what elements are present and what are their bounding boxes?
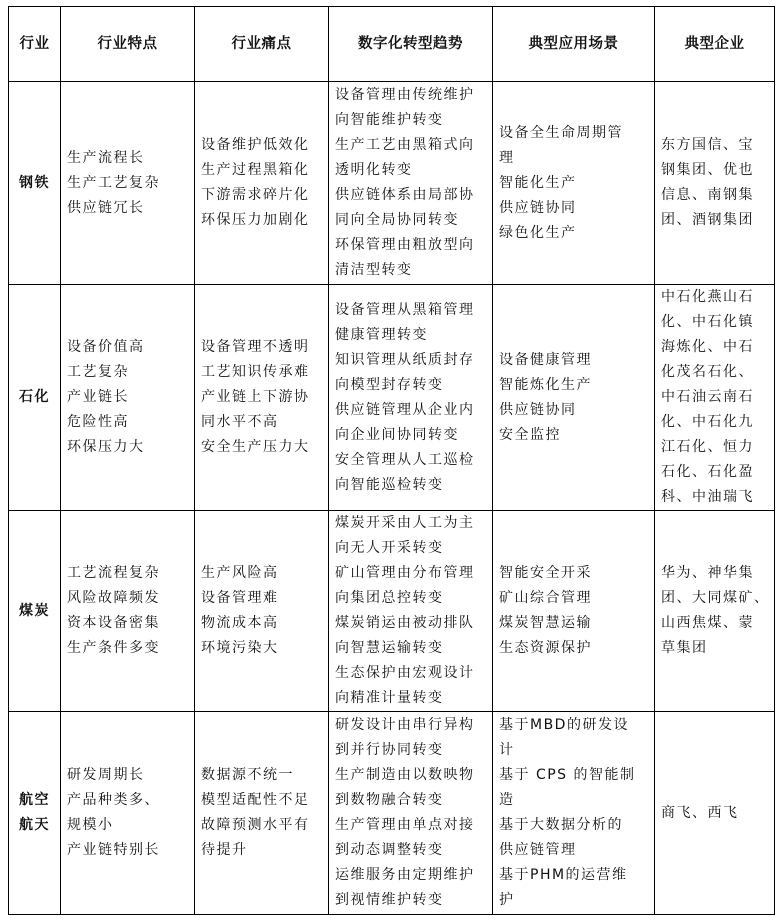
header-row xyxy=(9,7,775,82)
features-cell xyxy=(61,82,195,285)
cell-line: 故障预测水平有 xyxy=(201,817,310,833)
table-row xyxy=(9,511,775,712)
cell-line: 山西焦煤、蒙 xyxy=(661,615,754,631)
cell-line: 化、中石化镇 xyxy=(661,314,754,330)
cell-line: 煤炭销运由被动排队 xyxy=(335,615,475,631)
cell-line: 供应链管理 xyxy=(499,842,577,858)
cell-line: 东方国信、宝 xyxy=(661,137,754,153)
scenarios-cell xyxy=(493,511,655,712)
pains-cell xyxy=(195,285,329,511)
cell-line: 基于MBD的研发设 xyxy=(499,717,629,733)
industry-cell xyxy=(9,82,61,285)
cell-line: 到数物融合转变 xyxy=(335,792,444,808)
cell-line: 科、中油瑞飞 xyxy=(661,489,754,505)
pains-cell xyxy=(195,82,329,285)
features-cell xyxy=(61,285,195,511)
features-cell xyxy=(61,511,195,712)
companies-cell xyxy=(655,511,775,712)
cell-line: 基于PHM的运营维 xyxy=(499,867,628,883)
cell-line: 工艺流程复杂 xyxy=(67,565,160,581)
cell-line: 研发设计由串行异构 xyxy=(335,717,475,733)
cell-line: 生产条件多变 xyxy=(67,640,160,656)
cell-line: 中石油云南石 xyxy=(661,389,754,405)
cell-line: 环境污染大 xyxy=(201,640,279,656)
trends-cell xyxy=(329,712,493,915)
cell-line: 到视情维护转变 xyxy=(335,892,444,908)
cell-line: 生态资源保护 xyxy=(499,640,592,656)
cell-line: 数据源不统一 xyxy=(201,767,294,783)
cell-line: 生产制造由以数映物 xyxy=(335,767,475,783)
features-cell xyxy=(61,712,195,915)
cell-line: 生态保护由宏观设计 xyxy=(335,665,475,681)
header-trends: 数字化转型趋势 xyxy=(329,7,493,82)
trends-cell xyxy=(329,285,493,511)
cell-line: 向智能维护转变 xyxy=(335,112,444,128)
cell-line: 向精准计量转变 xyxy=(335,690,444,706)
trends-cell xyxy=(329,511,493,712)
cell-line: 生产流程长 xyxy=(67,149,145,166)
cell-line: 供应链体系由局部协 xyxy=(335,187,475,203)
cell-line: 钢铁 xyxy=(19,174,50,191)
header-features: 行业特点 xyxy=(61,7,195,82)
pains-cell xyxy=(195,712,329,915)
cell-line: 化茂名石化、 xyxy=(661,364,754,380)
companies-cell xyxy=(655,82,775,285)
cell-line: 护 xyxy=(499,892,515,908)
cell-line: 设备价值高 xyxy=(67,339,145,355)
cell-line: 环保压力加剧化 xyxy=(201,212,310,228)
cell-line: 规模小 xyxy=(67,817,114,833)
cell-line: 计 xyxy=(499,742,515,758)
cell-line: 煤炭开采由人工为主 xyxy=(335,515,475,531)
cell-line: 基于大数据分析的 xyxy=(499,817,623,833)
cell-line: 航天 xyxy=(19,817,50,833)
cell-line: 向模型封存转变 xyxy=(335,376,444,393)
cell-line: 基于 CPS 的智能制 xyxy=(499,767,636,783)
header-industry: 行业 xyxy=(9,7,61,82)
cell-line: 供应链协同 xyxy=(499,401,577,418)
cell-line: 研发周期长 xyxy=(67,767,145,783)
cell-line: 中石化燕山石 xyxy=(661,289,754,305)
cell-line: 矿山综合管理 xyxy=(499,590,592,606)
cell-line: 环保管理由粗放型向 xyxy=(335,237,475,253)
cell-line: 供应链协同 xyxy=(499,199,577,216)
cell-line: 物流成本高 xyxy=(201,615,279,631)
cell-line: 华为、神华集 xyxy=(661,565,754,581)
cell-line: 安全生产压力大 xyxy=(201,439,310,455)
cell-line: 到动态调整转变 xyxy=(335,842,444,858)
cell-line: 设备管理不透明 xyxy=(201,339,310,355)
cell-line: 知识管理从纸质封存 xyxy=(335,351,475,368)
cell-line: 供应链冗长 xyxy=(67,199,145,216)
cell-line: 透明化转变 xyxy=(335,162,413,178)
cell-line: 石化 xyxy=(19,389,50,405)
header-companies: 典型企业 xyxy=(655,7,775,82)
cell-line: 产业链长 xyxy=(67,389,129,405)
cell-line: 石化、石化盈 xyxy=(661,464,754,480)
scenarios-cell xyxy=(493,82,655,285)
cell-line: 智能炼化生产 xyxy=(499,376,592,393)
cell-line: 信息、南钢集 xyxy=(661,187,754,203)
table-row xyxy=(9,285,775,511)
industry-cell xyxy=(9,285,61,511)
cell-line: 煤炭 xyxy=(19,602,50,619)
cell-line: 绿色化生产 xyxy=(499,224,577,241)
cell-line: 待提升 xyxy=(201,842,248,858)
cell-line: 设备维护低效化 xyxy=(201,137,310,153)
header-scenarios: 典型应用场景 xyxy=(493,7,655,82)
cell-line: 供应链管理从企业内 xyxy=(335,401,475,418)
cell-line: 危险性高 xyxy=(67,414,129,430)
table-row xyxy=(9,712,775,915)
cell-line: 煤炭智慧运输 xyxy=(499,615,592,631)
cell-line: 运维服务由定期维护 xyxy=(335,867,475,883)
cell-line: 智能安全开采 xyxy=(499,565,592,581)
cell-line: 同水平不高 xyxy=(201,414,279,430)
cell-line: 向智能巡检转变 xyxy=(335,476,444,493)
cell-line: 设备管理由传统维护 xyxy=(335,87,475,103)
industry-cell xyxy=(9,712,61,915)
cell-line: 设备全生命周期管 xyxy=(499,124,623,141)
cell-line: 设备健康管理 xyxy=(499,351,592,368)
cell-line: 环保压力大 xyxy=(67,439,145,455)
cell-line: 工艺复杂 xyxy=(67,364,129,380)
cell-line: 设备管理难 xyxy=(201,590,279,606)
companies-cell xyxy=(655,712,775,915)
cell-line: 生产风险高 xyxy=(201,565,279,581)
scenarios-cell xyxy=(493,712,655,915)
cell-line: 风险故障频发 xyxy=(67,590,160,606)
cell-line: 清洁型转变 xyxy=(335,262,413,278)
cell-line: 健康管理转变 xyxy=(335,326,428,343)
cell-line: 向智慧运输转变 xyxy=(335,640,444,656)
cell-line: 模型适配性不足 xyxy=(201,792,310,808)
cell-line: 团、大同煤矿、 xyxy=(661,590,770,606)
cell-line: 生产工艺由黑箱式向 xyxy=(335,137,475,153)
cell-line: 海炼化、中石 xyxy=(661,339,754,355)
header-pains: 行业痛点 xyxy=(195,7,329,82)
cell-line: 航空 xyxy=(19,792,50,808)
table-row xyxy=(9,82,775,285)
cell-line: 生产工艺复杂 xyxy=(67,174,160,191)
industry-cell xyxy=(9,511,61,712)
cell-line: 理 xyxy=(499,149,515,166)
cell-line: 智能化生产 xyxy=(499,174,577,191)
scenarios-cell xyxy=(493,285,655,511)
cell-line: 产品种类多、 xyxy=(67,792,160,808)
cell-line: 下游需求碎片化 xyxy=(201,187,310,203)
cell-line: 矿山管理由分布管理 xyxy=(335,565,475,581)
cell-line: 草集团 xyxy=(661,640,708,656)
industry-table xyxy=(8,6,775,915)
cell-line: 生产过程黑箱化 xyxy=(201,162,310,178)
cell-line: 钢集团、优也 xyxy=(661,162,754,178)
cell-line: 到并行协同转变 xyxy=(335,742,444,758)
cell-line: 安全管理从人工巡检 xyxy=(335,451,475,468)
cell-line: 工艺知识传承难 xyxy=(201,364,310,380)
cell-line: 向企业间协同转变 xyxy=(335,426,459,443)
trends-cell xyxy=(329,82,493,285)
cell-line: 资本设备密集 xyxy=(67,615,160,631)
cell-line: 产业链特别长 xyxy=(67,842,160,858)
companies-cell xyxy=(655,285,775,511)
cell-line: 江石化、恒力 xyxy=(661,439,754,455)
cell-line: 生产管理由单点对接 xyxy=(335,817,475,833)
cell-line: 造 xyxy=(499,792,515,808)
pains-cell xyxy=(195,511,329,712)
cell-line: 设备管理从黑箱管理 xyxy=(335,301,475,318)
cell-line: 商飞、西飞 xyxy=(661,804,739,821)
cell-line: 同向全局协同转变 xyxy=(335,212,459,228)
cell-line: 化、中石化九 xyxy=(661,414,754,430)
cell-line: 团、酒钢集团 xyxy=(661,212,754,228)
cell-line: 安全监控 xyxy=(499,426,561,443)
cell-line: 向无人开采转变 xyxy=(335,540,444,556)
cell-line: 向集团总控转变 xyxy=(335,590,444,606)
cell-line: 产业链上下游协 xyxy=(201,389,310,405)
